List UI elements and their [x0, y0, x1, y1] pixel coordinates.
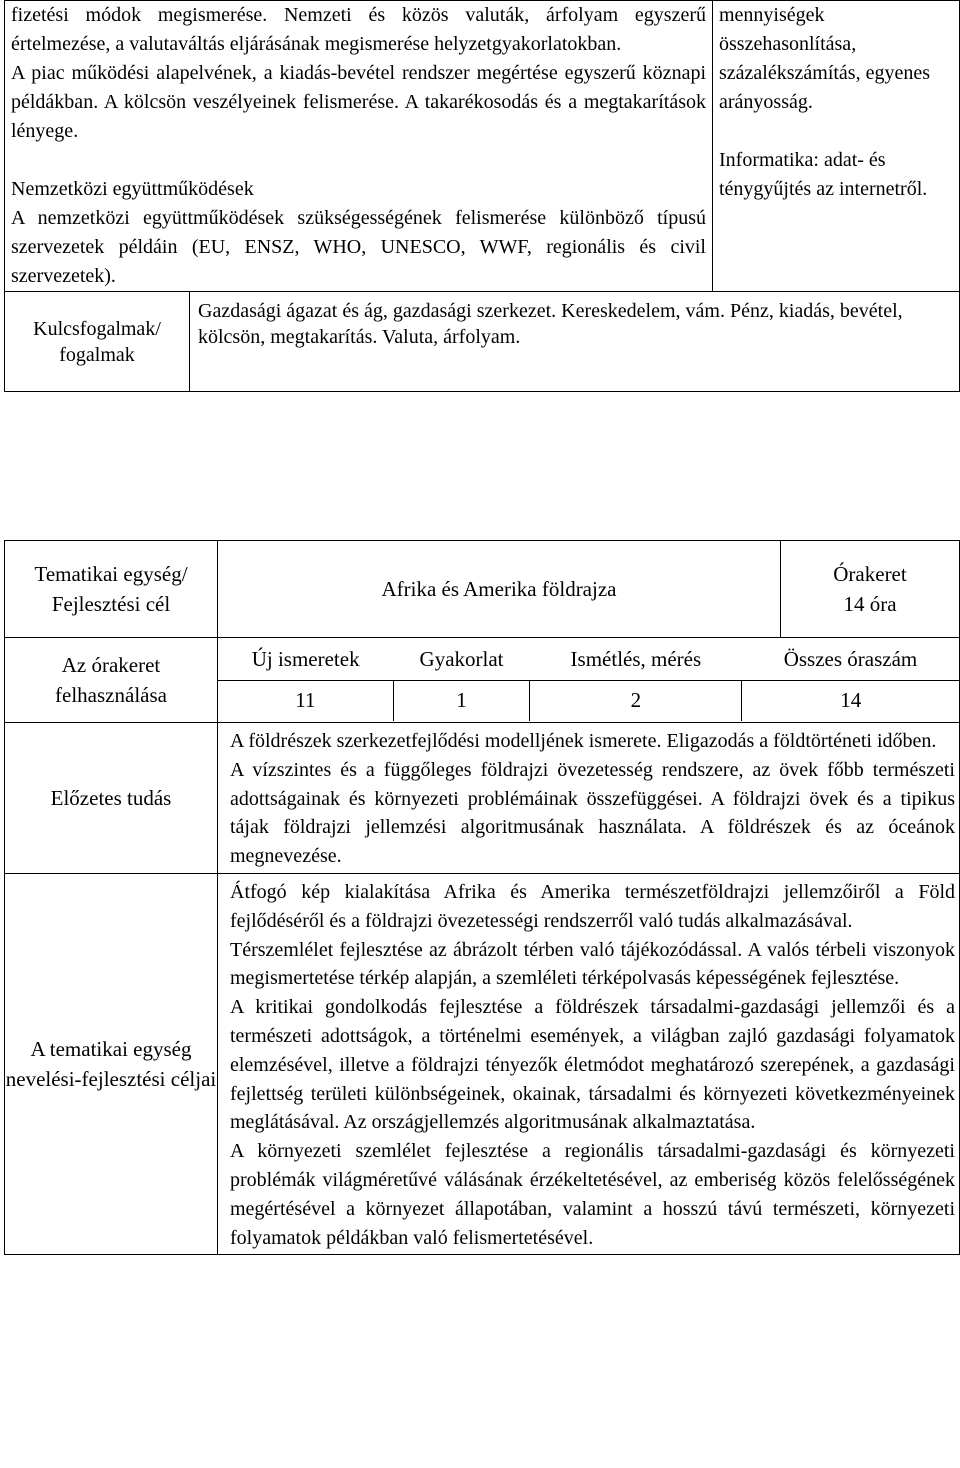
unit-title: Afrika és Amerika földrajza: [218, 541, 781, 638]
subheading-cooperation: Nemzetközi együttműködések: [11, 178, 254, 200]
goal-paragraph: Átfogó kép kialakítása Afrika és Amerika természetföldrajzi jellemzőiről a Föld fejlődéséről és a földrajzi övezetességi rendszerről való tudás alkalmazásával.: [230, 880, 955, 932]
goals-text: [218, 873, 960, 1254]
hours-label: Órakeret: [833, 562, 907, 586]
usage-header: Új ismeretek: [251, 647, 360, 671]
goal-paragraph: A kritikai gondolkodás fejlesztése a földrészek társadalmi-gazdasági jellemzői és a természeti adottságok, a történelmi események, a világban zajló gazdasági folyamatok elemzésével, illetve a földrajzi tényezők életmódot meghatározó szerepének, a gazdasági fejlettség területi különbségeinek, okainak, társadalmi és környezeti következményeinek meglátásával. Az országjellemzés algoritmusának alkalmaztatása.: [230, 996, 955, 1134]
goal-paragraph: Térszemlélet fejlesztése az ábrázolt térben való tájékozódással. A valós térbeli viszonyok megismertetése térkép alapján, a szemléleti térképolvasás képességének fejlesztése.: [230, 938, 955, 990]
hours-cell: [781, 541, 960, 638]
paragraph-market: A piac működési alapelvének, a kiadás-bevétel rendszer megértése egyszerű köznapi példákban. A kölcsön veszélyeinek felismerése. A takarékosodás és a megtakarítások lényege.: [11, 62, 706, 142]
paragraph-money: fizetési módok megismerése. Nemzeti és közös valuták, árfolyam egyszerű értelmezése, a valutaváltás eljárásának megismerése helyzetgyakorlatokban.: [11, 4, 706, 55]
hours-value: 14 óra: [843, 592, 897, 616]
goal-paragraph: A környezeti szemlélet fejlesztése a regionális társadalmi-gazdasági és környezeti problémák világméretűvé válásának érzékeltetésével, az emberiség közös felelősségének megértésével a környezet állapotában, valamint a hosszú távú természeti, környezeti folyamatok példákban való felismertetésével.: [230, 1140, 955, 1249]
usage-table: [218, 640, 959, 721]
prior-line: A vízszintes és a függőleges földrajzi övezetesség rendszere, az övek főbb természeti adottságainak és környezeti problémáinak összefüggései. A földrajzi övek és a tipikus tájak földrajzi jellemzési algoritmusának használata. A földrészek és az óceánok megnevezése.: [230, 758, 955, 868]
prior-knowledge-label: Előzetes tudás: [5, 723, 218, 874]
unit-label: Tematikai egység/ Fejlesztési cél: [5, 541, 218, 638]
key-concepts-label: Kulcsfogalmak/ fogalmak: [5, 292, 190, 392]
usage-value: 1: [393, 680, 529, 721]
usage-value: 2: [530, 680, 742, 721]
side-informatics: Informatika: adat- és ténygyűjtés az internetről.: [719, 149, 928, 200]
connections-cell: [713, 1, 960, 292]
usage-value: 11: [218, 680, 393, 721]
usage-label: Az órakeret felhasználása: [5, 638, 218, 723]
usage-header: Ismétlés, mérés: [570, 647, 702, 671]
usage-header: Gyakorlat: [419, 647, 504, 671]
usage-header: Összes óraszám: [783, 647, 918, 671]
unit-table: [4, 540, 960, 1255]
paragraph-cooperation: A nemzetközi együttműködések szükségességének felismerése különböző típusú szervezetek példáin (EU, ENSZ, WHO, UNESCO, WWF, regionális és civil szervezetek).: [11, 207, 706, 287]
usage-value: 14: [742, 680, 959, 721]
prior-line: A földrészek szerkezetfejlődési modelljének ismerete. Eligazodás a földtörténeti időben.: [230, 730, 937, 752]
previous-unit-table: [4, 0, 960, 392]
key-concepts-text: Gazdasági ágazat és ág, gazdasági szerkezet. Kereskedelem, vám. Pénz, kiadás, bevétel, kölcsön, megtakarítás. Valuta, árfolyam.: [190, 292, 960, 392]
side-math: mennyiségek összehasonlítása, százalékszámítás, egyenes arányosság.: [719, 4, 931, 113]
usage-cell: [218, 638, 960, 723]
prior-knowledge-text: [218, 723, 960, 874]
goals-label: A tematikai egység nevelési-fejlesztési céljai: [5, 873, 218, 1254]
content-cell: [5, 1, 713, 292]
